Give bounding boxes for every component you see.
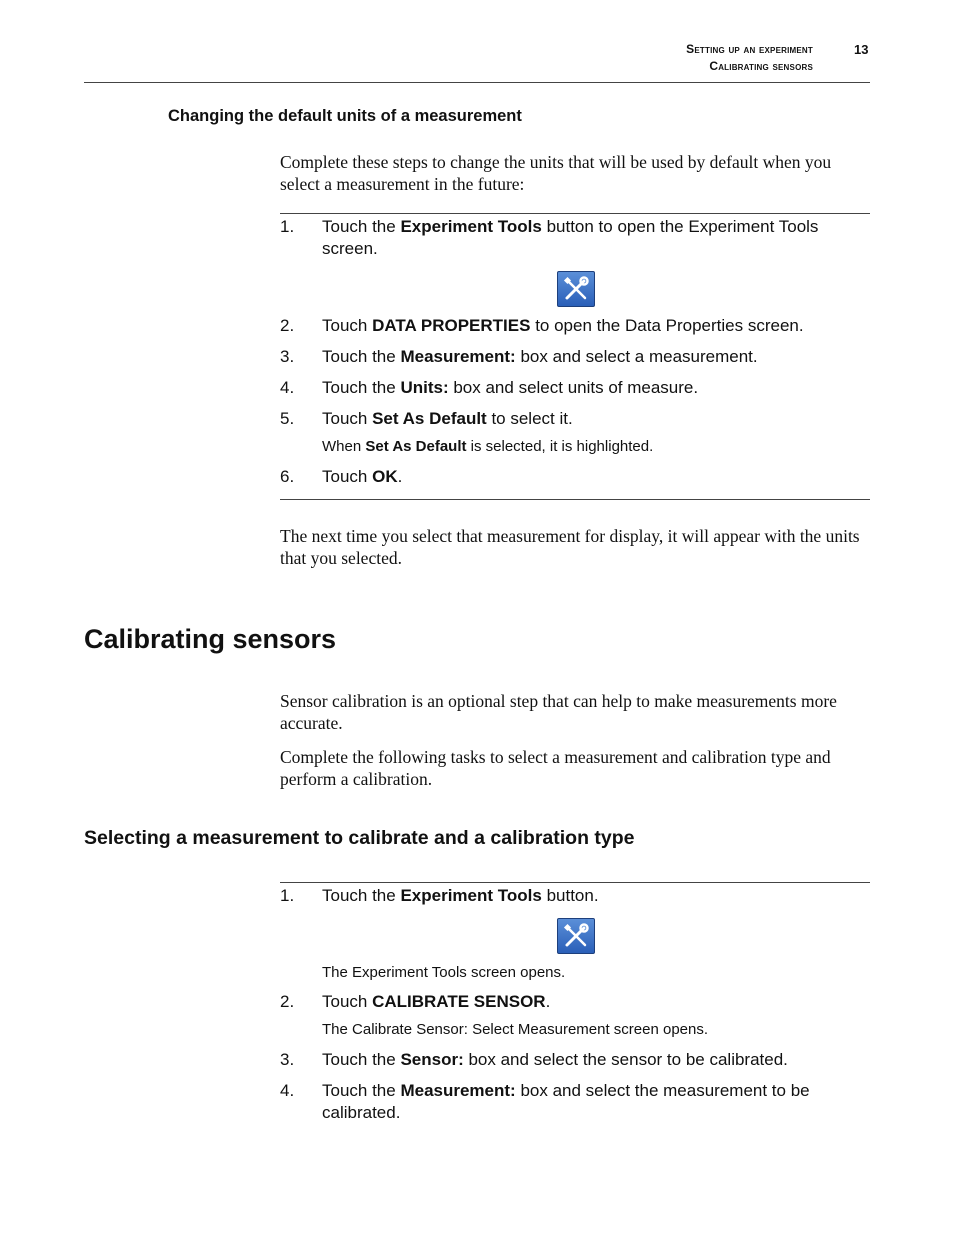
calibrating-paragraph-1: Sensor calibration is an optional step that can help to make measurements more accurate.: [280, 691, 837, 733]
page-number: 13: [854, 42, 869, 57]
step-text-bold: Experiment Tools: [400, 217, 542, 236]
step-text-bold: Measurement:: [400, 347, 516, 366]
step-text-pre: Touch the: [322, 886, 401, 905]
step-text-bold: DATA PROPERTIES: [372, 316, 531, 335]
step-text: [322, 466, 862, 488]
step-text-pre: Touch the: [322, 378, 401, 397]
step-text-pre: Touch: [322, 316, 373, 335]
step-number: 4.: [280, 378, 295, 397]
step-text-pre: Touch the: [322, 1050, 401, 1069]
step-number: 5.: [280, 409, 295, 428]
step-text: [322, 408, 862, 430]
step-text-post: .: [397, 467, 403, 486]
step-text-pre: Touch: [322, 467, 373, 486]
selecting-steps-top-rule: [280, 882, 870, 883]
step-text: [322, 1049, 862, 1071]
step-text: [322, 991, 862, 1013]
step-text-pre: Touch the: [322, 347, 401, 366]
step-number: 6.: [280, 467, 295, 486]
step-text: [322, 1080, 862, 1124]
step-text-bold: Units:: [400, 378, 449, 397]
header-rule: [84, 82, 870, 83]
step-note: The Experiment Tools screen opens.: [322, 964, 566, 981]
step-text-bold: OK: [372, 467, 398, 486]
step-text-post: box and select a measurement.: [515, 347, 758, 366]
units-section-heading: Changing the default units of a measurement: [168, 107, 522, 125]
step-text-pre: Touch: [322, 409, 373, 428]
step-text-pre: Touch: [322, 992, 373, 1011]
step-text-bold: Experiment Tools: [400, 886, 542, 905]
step-text-post: button to open the Experiment Tools screen.: [322, 217, 819, 258]
steps-bottom-rule: [280, 499, 870, 500]
step-number: 3.: [280, 1050, 295, 1069]
step-number: 2.: [280, 992, 295, 1011]
steps-top-rule: [280, 213, 870, 214]
step-text-post: to select it.: [486, 409, 573, 428]
experiment-tools-icon: [557, 271, 595, 307]
calibrating-heading: Calibrating sensors: [84, 624, 337, 654]
selecting-section-heading: Selecting a measurement to calibrate and a calibration type: [84, 827, 635, 849]
step-number: 3.: [280, 347, 295, 366]
step-text: [322, 346, 862, 368]
step-text: [322, 377, 862, 399]
step-text-bold: Measurement:: [400, 1081, 516, 1100]
step-number: 1.: [280, 217, 295, 236]
step-number: 1.: [280, 886, 295, 905]
wrench-screwdriver-icon: [562, 275, 590, 303]
note-post: is selected, it is highlighted.: [466, 438, 654, 455]
step-text: [322, 216, 862, 260]
units-intro-paragraph: Complete these steps to change the units that will be used by default when you select a measurement in the future:: [280, 152, 832, 194]
experiment-tools-icon: [557, 918, 595, 954]
step-text-bold: Sensor:: [400, 1050, 464, 1069]
step-text: [322, 315, 862, 337]
step-text-pre: Touch the: [322, 1081, 401, 1100]
running-head-section: Calibrating sensors: [709, 59, 813, 73]
calibrating-paragraph-2: Complete the following tasks to select a measurement and calibration type and perform a calibration.: [280, 747, 831, 789]
step-note: The Calibrate Sensor: Select Measurement screen opens.: [322, 1021, 709, 1038]
note-pre: When: [322, 438, 366, 455]
step-text-post: box and select the measurement to be calibrated.: [322, 1081, 810, 1122]
note-bold: Set As Default: [365, 438, 467, 455]
step-text-post: box and select the sensor to be calibrated.: [463, 1050, 788, 1069]
step-text-post: .: [545, 992, 551, 1011]
wrench-screwdriver-icon: [562, 922, 590, 950]
step-text-post: button.: [541, 886, 599, 905]
step-note: [322, 437, 862, 457]
step-number: 2.: [280, 316, 295, 335]
step-number: 4.: [280, 1081, 295, 1100]
step-text-pre: Touch the: [322, 217, 401, 236]
step-text: [322, 885, 862, 907]
step-text-bold: Set As Default: [372, 409, 487, 428]
units-closing-paragraph: The next time you select that measurement for display, it will appear with the units that you selected.: [280, 526, 860, 568]
step-text-post: to open the Data Properties screen.: [530, 316, 804, 335]
step-text-bold: CALIBRATE SENSOR: [372, 992, 546, 1011]
running-head-chapter: Setting up an experiment: [686, 42, 813, 56]
step-text-post: box and select units of measure.: [448, 378, 699, 397]
